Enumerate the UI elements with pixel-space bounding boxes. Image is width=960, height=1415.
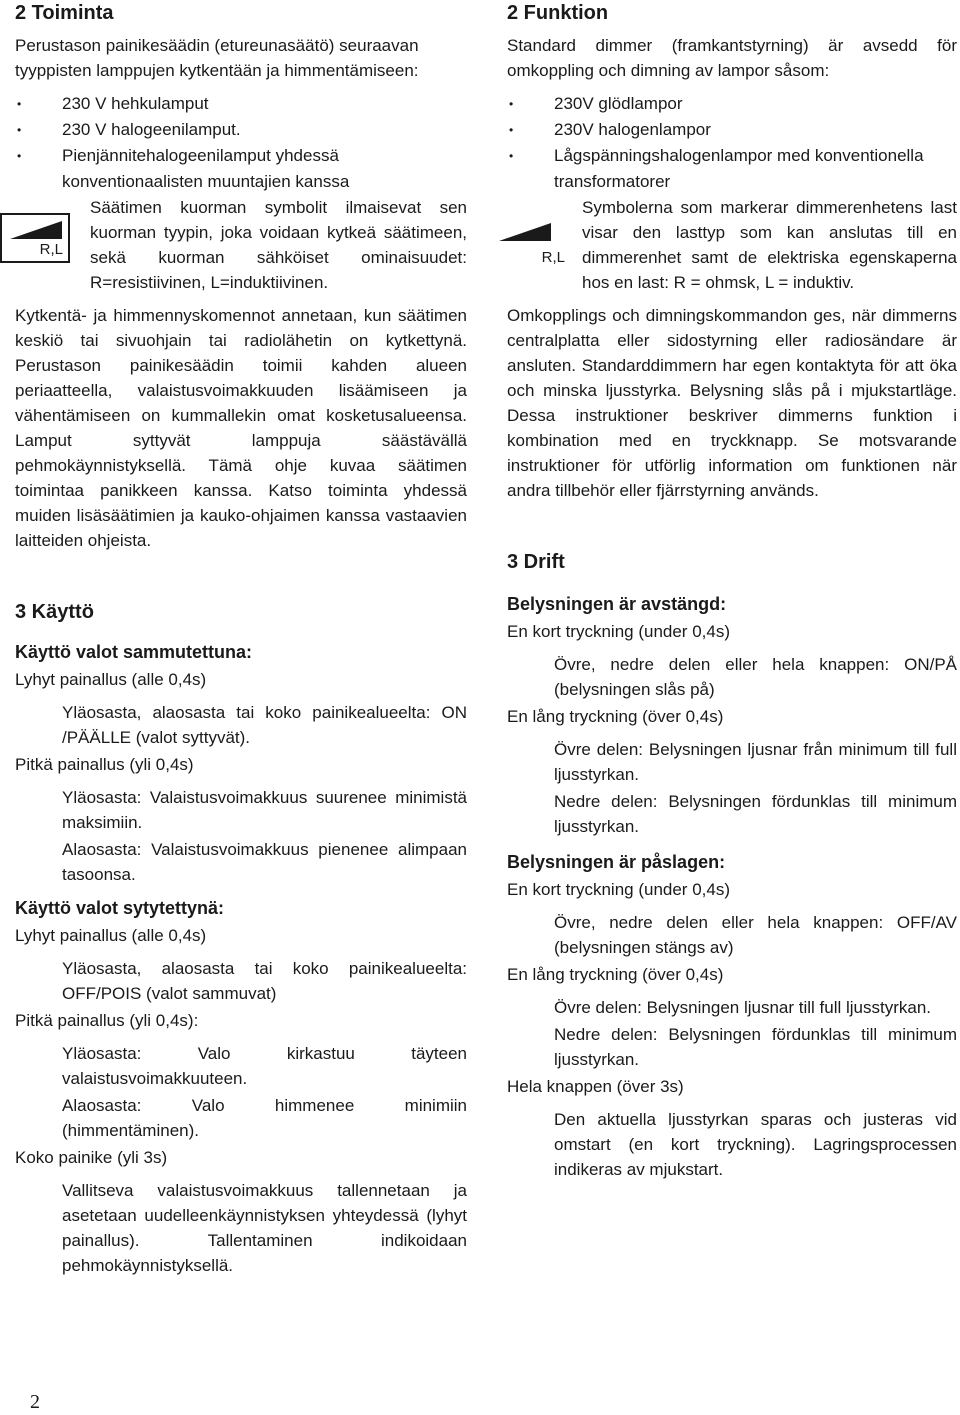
long-press-up-desc: Yläosasta: Valo kirkastuu täyteen valaistusvoimakkuuteen. [62, 1044, 467, 1088]
short-press-desc: Yläosasta, alaosasta tai koko painikealueelta: ON /PÄÄLLE (valot syttyvät). [62, 703, 467, 747]
load-symbol-icon: R,L [499, 219, 567, 269]
short-press-label: Lyhyt painallus (alle 0,4s) [15, 670, 207, 689]
long-press-label: En lång tryckning (över 0,4s) [507, 965, 724, 984]
long-press-label: Pitkä painallus (yli 0,4s): [15, 1011, 199, 1030]
list-item: • 230 V hehkulamput [15, 91, 467, 117]
lights-off-title: Käyttö valot sammutettuna: [15, 642, 253, 662]
lamp-type-list [15, 91, 467, 195]
long-press-down-desc: Alaosasta: Valo himmenee minimiin (himmentäminen). [62, 1096, 467, 1140]
load-symbol-block [15, 195, 467, 295]
finnish-column [15, 0, 467, 1278]
long-press-up-desc: Övre delen: Belysningen ljusnar till full ljusstyrkan. [554, 998, 932, 1017]
list-item: • Lågspänningshalogenlampor med konventionella transformatorer [507, 143, 957, 195]
load-symbol-block [507, 195, 957, 295]
swedish-column [507, 0, 957, 1182]
long-press-down-desc: Nedre delen: Belysningen fördunklas till minimum ljusstyrkan. [554, 792, 957, 836]
lamp-type-list [507, 91, 957, 195]
list-item: • 230V halogenlampor [507, 117, 957, 143]
section-3-title: 3 Drift [507, 551, 565, 573]
whole-button-label: Koko painike (yli 3s) [15, 1148, 168, 1167]
list-item: • 230 V halogeenilamput. [15, 117, 467, 143]
short-press-label: En kort tryckning (under 0,4s) [507, 880, 730, 899]
section-3-title: 3 Käyttö [15, 601, 94, 623]
short-press-label: Lyhyt painallus (alle 0,4s) [15, 926, 207, 945]
load-symbol-text: Symbolerna som markerar dimmerenhetens last visar den lasttyp som kan anslutas till en dimmerenhet samt de elektriska egenskaperna hos en last: R = ohmsk, L = induktiv. [582, 198, 957, 292]
short-press-desc: Yläosasta, alaosasta tai koko painikealueelta: OFF/POIS (valot sammuvat) [62, 959, 467, 1003]
load-symbol-icon: R,L [0, 213, 70, 263]
long-press-up-desc: Övre delen: Belysningen ljusnar från minimum till full ljusstyrkan. [554, 740, 957, 784]
lights-off-title: Belysningen är avstängd: [507, 594, 727, 614]
section-2-title: 2 Toiminta [15, 2, 114, 24]
whole-button-desc: Vallitseva valaistusvoimakkuus tallennetaan ja asetetaan uudelleenkäynnistyksen yhteydessä (lyhyt painallus). Tallentaminen indikoidaan pehmokäynnistyksellä. [62, 1181, 467, 1275]
short-press-label: En kort tryckning (under 0,4s) [507, 622, 730, 641]
section-2-intro: Perustason painikesäädin (etureunasäätö) seuraavan tyyppisten lamppujen kytkentään ja himmentämiseen: [15, 36, 419, 80]
lights-on-title: Belysningen är påslagen: [507, 852, 726, 872]
section-2-intro: Standard dimmer (framkantstyrning) är avsedd för omkoppling och dimning av lampor såsom: [507, 36, 957, 80]
long-press-label: Pitkä painallus (yli 0,4s) [15, 755, 194, 774]
long-press-up-desc: Yläosasta: Valaistusvoimakkuus suurenee minimistä maksimiin. [62, 788, 467, 832]
long-press-label: En lång tryckning (över 0,4s) [507, 707, 724, 726]
long-press-down-desc: Nedre delen: Belysningen fördunklas till minimum ljusstyrkan. [554, 1025, 957, 1069]
whole-button-desc: Den aktuella ljusstyrkan sparas och justeras vid omstart (en kort tryckning). Lagringsprocessen indikeras av mjukstart. [554, 1110, 957, 1179]
list-item: • 230V glödlampor [507, 91, 957, 117]
short-press-desc: Övre, nedre delen eller hela knappen: ON/PÅ (belysningen slås på) [554, 655, 957, 699]
section-2-paragraph: Omkopplings och dimningskommandon ges, när dimmerns centralplatta eller sidostyrning eller radiosändare är ansluten. Standarddimmern har egen kontaktyta för att öka och minska ljusstyrka. Belysning slås på i mjukstartläge. Dessa instruktioner beskriver dimmerns funktion i kombination med en tryckknapp. Se motsvarande instruktioner för utförlig information om funktionen när andra tillbehör eller fjärrstyrning används. [507, 306, 957, 500]
short-press-desc: Övre, nedre delen eller hela knappen: OFF/AV (belysningen stängs av) [554, 913, 957, 957]
long-press-down-desc: Alaosasta: Valaistusvoimakkuus pienenee alimpaan tasoonsa. [62, 840, 467, 884]
section-2-paragraph: Kytkentä- ja himmennyskomennot annetaan, kun säätimen keskiö tai sivuohjain tai radiolähetin on kytkettynä. Perustason painikesäädin toimii kahden alueen periaatteella, valaistusvoimakkuuden lisäämiseen ja vähentämiseen on kummallekin omat kosketusalueensa. Lamput syttyvät lamppuja säästävällä pehmokäynnistyksellä. Tämä ohje kuvaa säätimen toimintaa panikkeen kanssa. Katso toiminta yhdessä muiden lisäsäätimien ja kauko-ohjaimen kanssa vastaavien laitteiden ohjeista. [15, 306, 467, 550]
page-number: 2 [30, 1391, 40, 1413]
section-2-title: 2 Funktion [507, 2, 609, 24]
lights-on-title: Käyttö valot sytytettynä: [15, 898, 225, 918]
list-item: • Pienjännitehalogeenilamput yhdessä konventionaalisten muuntajien kanssa [15, 143, 467, 195]
whole-button-label: Hela knappen (över 3s) [507, 1077, 684, 1096]
load-symbol-text: Säätimen kuorman symbolit ilmaisevat sen kuorman tyypin, joka voidaan kytkeä säätimeen, sekä kuorman sähköiset ominaisuudet: R=resistiivinen, L=induktiivinen. [90, 198, 467, 292]
